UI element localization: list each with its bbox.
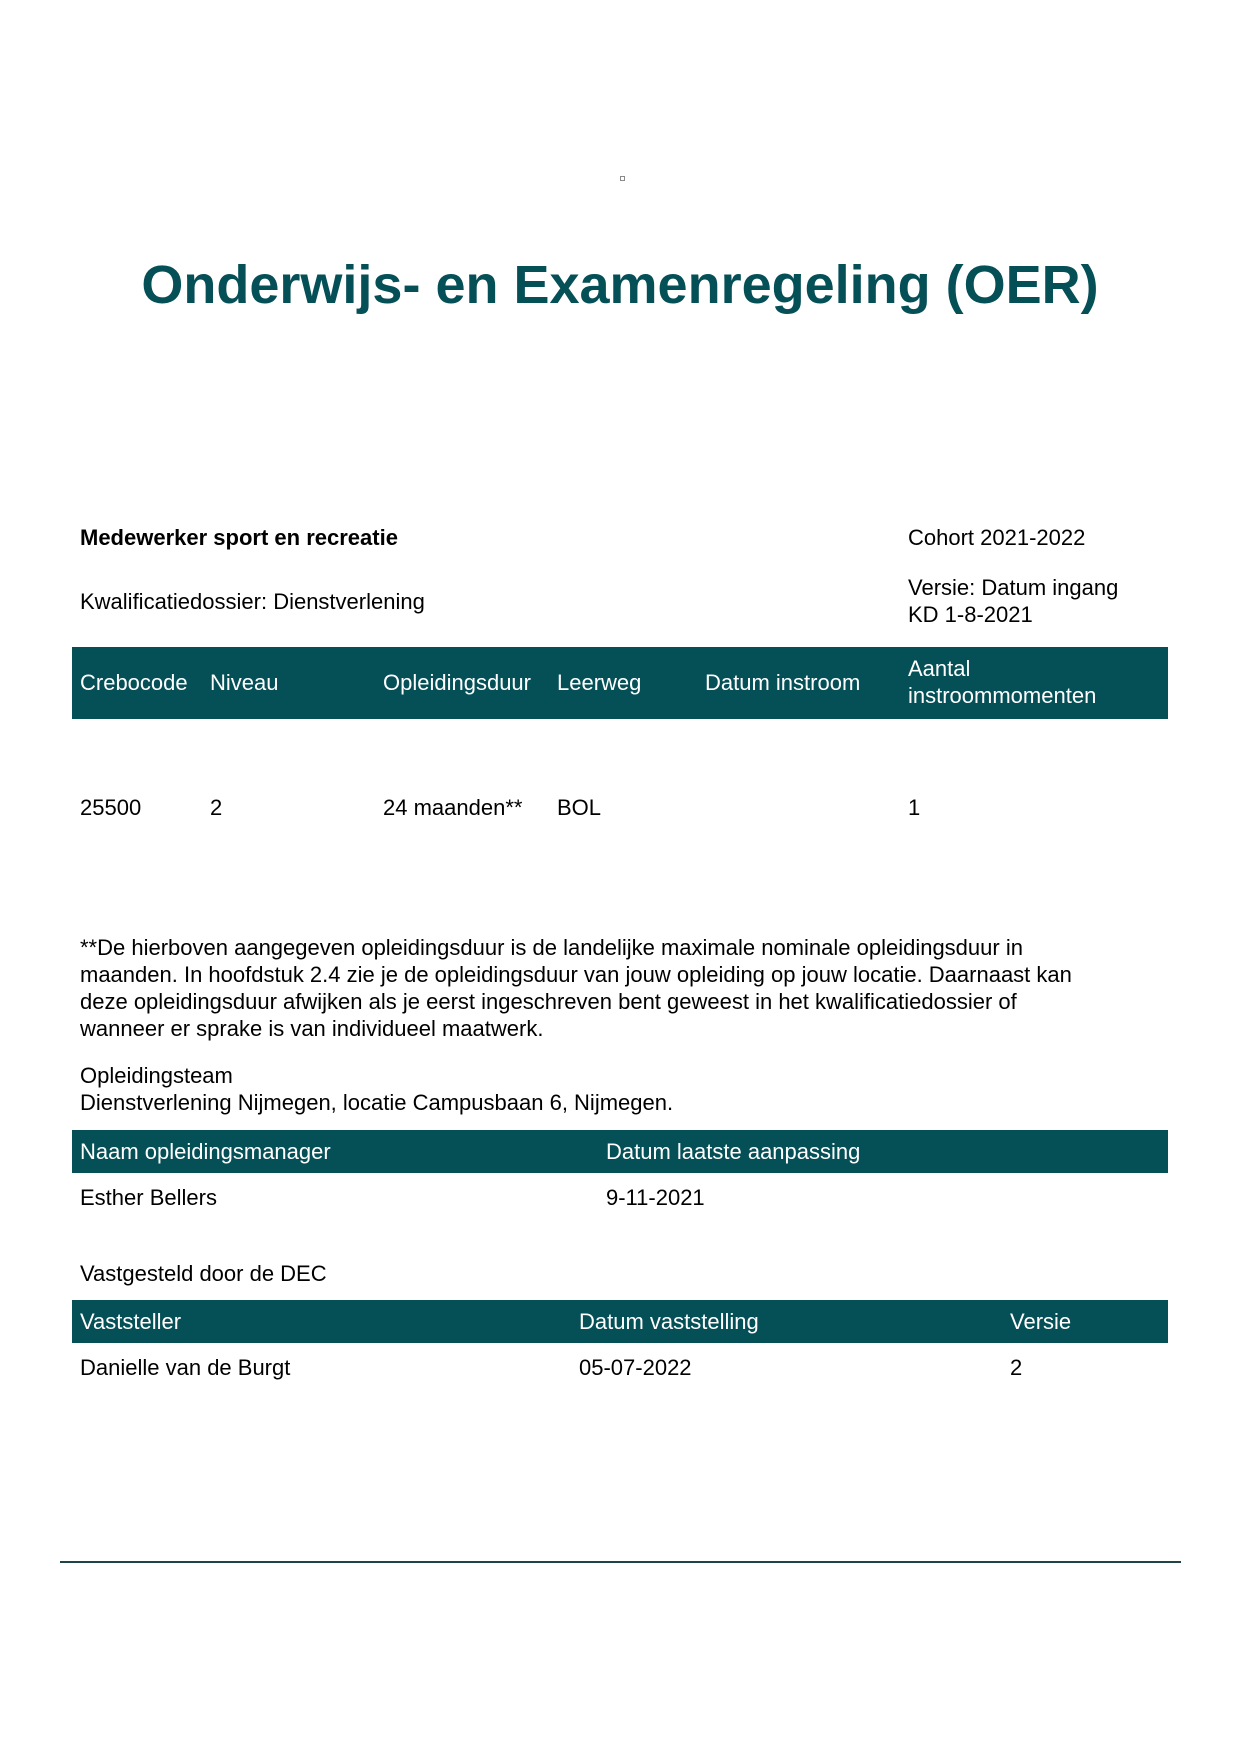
qualification-dossier: Kwalificatiedossier: Dienstverlening — [80, 589, 425, 614]
header-crebocode: Crebocode — [80, 670, 188, 695]
cell-opleidingsduur: 24 maanden** — [383, 795, 523, 820]
program-name: Medewerker sport en recreatie — [80, 525, 398, 550]
dec-label: Vastgesteld door de DEC — [80, 1261, 327, 1286]
footnote-line: **De hierboven aangegeven opleidingsduur is de landelijke maximale nominale opleidingsduur in — [80, 935, 1023, 960]
cell-leerweg: BOL — [557, 795, 602, 820]
header-instroommomenten: instroommomenten — [908, 683, 1097, 708]
image-placeholder-icon — [620, 176, 625, 181]
header-niveau: Niveau — [210, 670, 279, 695]
cell-last-modified: 9-11-2021 — [606, 1185, 705, 1210]
team-label: Opleidingsteam — [80, 1063, 233, 1088]
page-title: Onderwijs- en Examenregeling (OER) — [141, 255, 1099, 315]
cell-versie: 2 — [1010, 1355, 1023, 1380]
header-opleidingsduur: Opleidingsduur — [383, 670, 531, 695]
header-naam-opleidingsmanager: Naam opleidingsmanager — [80, 1139, 331, 1164]
cell-datum-vaststelling: 05-07-2022 — [579, 1355, 692, 1380]
version-date: KD 1-8-2021 — [908, 602, 1033, 627]
header-vaststeller: Vaststeller — [80, 1309, 182, 1334]
header-versie: Versie — [1010, 1309, 1072, 1334]
cell-instroommomenten: 1 — [908, 795, 921, 820]
footnote-line: maanden. In hoofdstuk 2.4 zie je de opleidingsduur van jouw opleiding op jouw locatie. Daarnaast kan — [80, 962, 1072, 987]
footnote-line: wanneer er sprake is van individueel maatwerk. — [80, 1016, 544, 1041]
main-table-header — [72, 647, 1168, 719]
header-datum-instroom: Datum instroom — [705, 670, 861, 695]
team-location: Dienstverlening Nijmegen, locatie Campusbaan 6, Nijmegen. — [80, 1090, 674, 1115]
version-label: Versie: Datum ingang — [908, 575, 1119, 600]
cell-vaststeller: Danielle van de Burgt — [80, 1355, 291, 1380]
footnote-line: deze opleidingsduur afwijken als je eerst ingeschreven bent geweest in het kwalificatiedossier of — [80, 989, 1017, 1014]
header-datum-laatste-aanpassing: Datum laatste aanpassing — [606, 1139, 861, 1164]
header-leerweg: Leerweg — [557, 670, 642, 695]
cell-niveau: 2 — [210, 795, 223, 820]
dec-table-header — [72, 1300, 1168, 1343]
cell-manager-name: Esther Bellers — [80, 1185, 217, 1210]
cell-crebocode: 25500 — [80, 795, 142, 820]
header-aantal: Aantal — [908, 656, 971, 681]
manager-table-header — [72, 1130, 1168, 1173]
footer-divider — [60, 1561, 1181, 1563]
cohort: Cohort 2021-2022 — [908, 525, 1086, 550]
header-datum-vaststelling: Datum vaststelling — [579, 1309, 759, 1334]
